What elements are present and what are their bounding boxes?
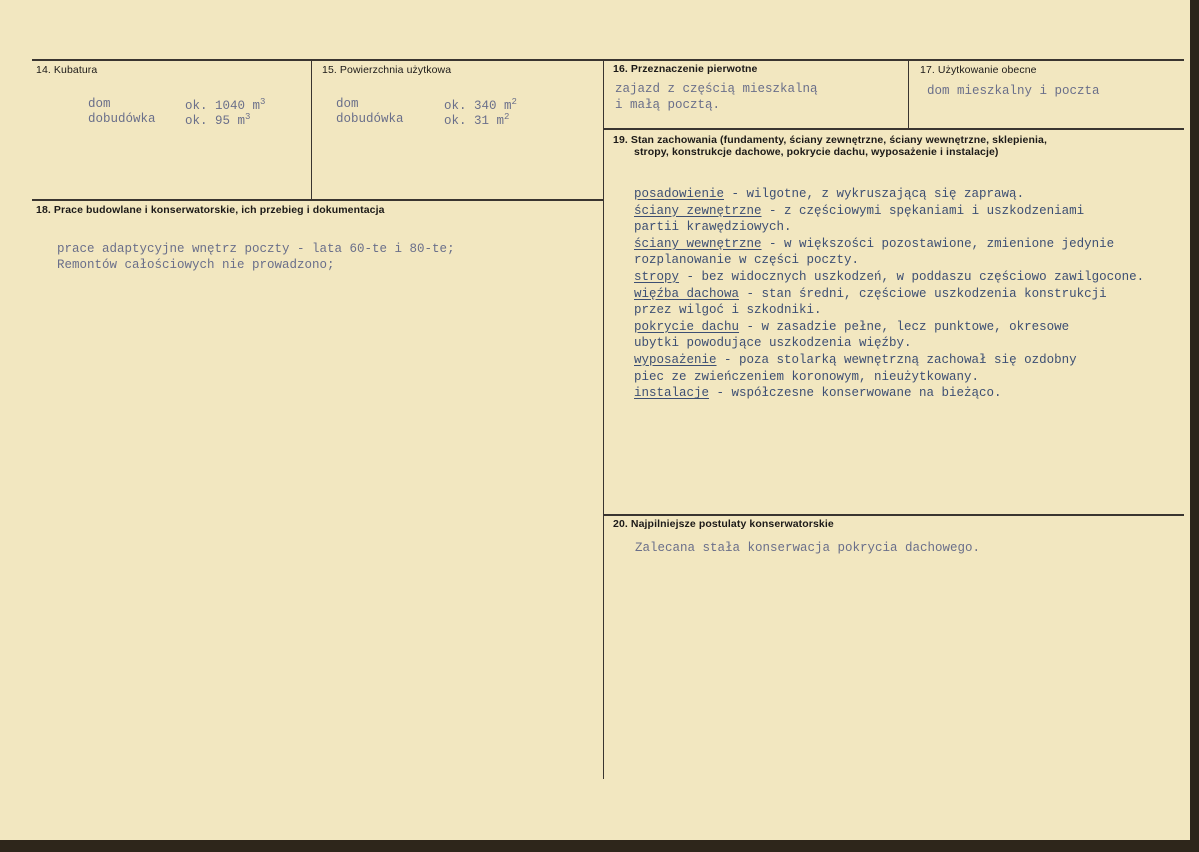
condition-line (634, 186, 1024, 203)
condition-element-label: więźba dachowa (634, 286, 740, 301)
condition-line (634, 369, 979, 386)
section-19-title-cont: stropy, konstrukcje dachowe, pokrycie dachu, wyposażenie i instalacje) (634, 146, 999, 158)
condition-line (634, 352, 1077, 369)
s14-row-label: dom (88, 97, 111, 111)
condition-line (634, 286, 1107, 303)
condition-description: - stan średni, częściowe uszkodzenia konstrukcji (739, 286, 1107, 301)
s15-row-label: dom (336, 97, 359, 111)
section-16-line: i małą pocztą. (615, 98, 721, 112)
section-15-title: 15. Powierzchnia użytkowa (322, 64, 452, 76)
condition-description: - w zasadzie pełne, lecz punktowe, okresowe (739, 319, 1070, 334)
s14-row-value (185, 97, 265, 113)
s15-row-value-text: ok. 31 m (444, 114, 505, 129)
s14-row-unit: 3 (245, 112, 251, 122)
s15-row-value (444, 97, 517, 113)
condition-element-label: wyposażenie (634, 353, 717, 367)
rule-above-20 (603, 514, 1184, 516)
condition-element-label: ściany zewnętrzne (634, 203, 762, 218)
section-16-title: 16. Przeznaczenie pierwotne (613, 63, 758, 75)
condition-description: - w większości pozostawione, zmienione jedynie (761, 236, 1115, 251)
condition-line (634, 302, 822, 319)
s14-row-value-text: ok. 95 m (185, 114, 246, 129)
condition-description: partii krawędziowych. (634, 220, 792, 235)
condition-element-label: stropy (634, 270, 680, 284)
condition-line (634, 203, 1084, 220)
rule-under-16-17 (603, 128, 1184, 130)
condition-element-label: pokrycie dachu (634, 319, 740, 334)
section-14-title: 14. Kubatura (36, 64, 98, 76)
scan-bottom-edge (0, 840, 1199, 852)
condition-description: - współczesne konserwowane na bieżąco. (709, 386, 1002, 401)
s15-row-label: dobudówka (336, 112, 404, 126)
condition-line (634, 385, 1002, 402)
s15-row-unit: 2 (511, 97, 517, 107)
s14-row-label: dobudówka (88, 112, 156, 126)
condition-description: rozplanowanie w części poczty. (634, 253, 860, 268)
section-20-title: 20. Najpilniejsze postulaty konserwatorskie (613, 518, 834, 530)
section-18-title: 18. Prace budowlane i konserwatorskie, ich przebieg i dokumentacja (36, 204, 385, 216)
condition-line (634, 252, 859, 269)
divider-main (603, 59, 604, 779)
s15-row-value (444, 112, 509, 128)
rule-under-14-15 (32, 199, 604, 201)
divider-16-17 (908, 59, 909, 128)
condition-description: - wilgotne, z wykruszającą się zaprawą. (724, 187, 1025, 201)
scan-edge (1190, 0, 1199, 852)
condition-line (634, 319, 1069, 336)
top-rule (32, 59, 1184, 61)
section-16-line: zajazd z częścią mieszkalną (615, 82, 818, 96)
condition-line (634, 269, 1144, 286)
s14-row-value (185, 112, 250, 128)
section-18-line: prace adaptycyjne wnętrz poczty - lata 60-te i 80-te; (57, 242, 455, 256)
section-17-title: 17. Użytkowanie obecne (920, 64, 1037, 76)
condition-element-label: instalacje (634, 386, 710, 401)
condition-description: piec ze zwieńczeniem koronowym, nieużytkowany. (634, 369, 980, 384)
condition-description: - z częściowymi spękaniami i uszkodzeniami (761, 203, 1085, 218)
condition-line (634, 236, 1114, 253)
section-19-title: 19. Stan zachowania (fundamenty, ściany zewnętrzne, ściany wewnętrzne, sklepienia, (613, 134, 1047, 146)
condition-description: ubytki powodujące uszkodzenia więźby. (634, 336, 912, 351)
condition-description: przez wilgoć i szkodniki. (634, 303, 822, 318)
s15-row-value-text: ok. 340 m (444, 99, 512, 114)
section-20-text: Zalecana stała konserwacja pokrycia dachowego. (635, 541, 981, 555)
section-17-text: dom mieszkalny i poczta (927, 84, 1100, 98)
s15-row-unit: 2 (504, 112, 510, 122)
condition-description: - bez widocznych uszkodzeń, w poddaszu częściowo zawilgocone. (679, 270, 1145, 284)
condition-line (634, 335, 912, 352)
condition-element-label: ściany wewnętrzne (634, 236, 762, 251)
divider-14-15 (311, 59, 312, 199)
s14-row-value-text: ok. 1040 m (185, 99, 261, 114)
condition-element-label: posadowienie (634, 187, 725, 201)
condition-line (634, 219, 792, 236)
s14-row-unit: 3 (260, 97, 266, 107)
section-18-line: Remontów całościowych nie prowadzono; (57, 258, 335, 272)
condition-description: - poza stolarką wewnętrzną zachował się ozdobny (716, 353, 1077, 367)
